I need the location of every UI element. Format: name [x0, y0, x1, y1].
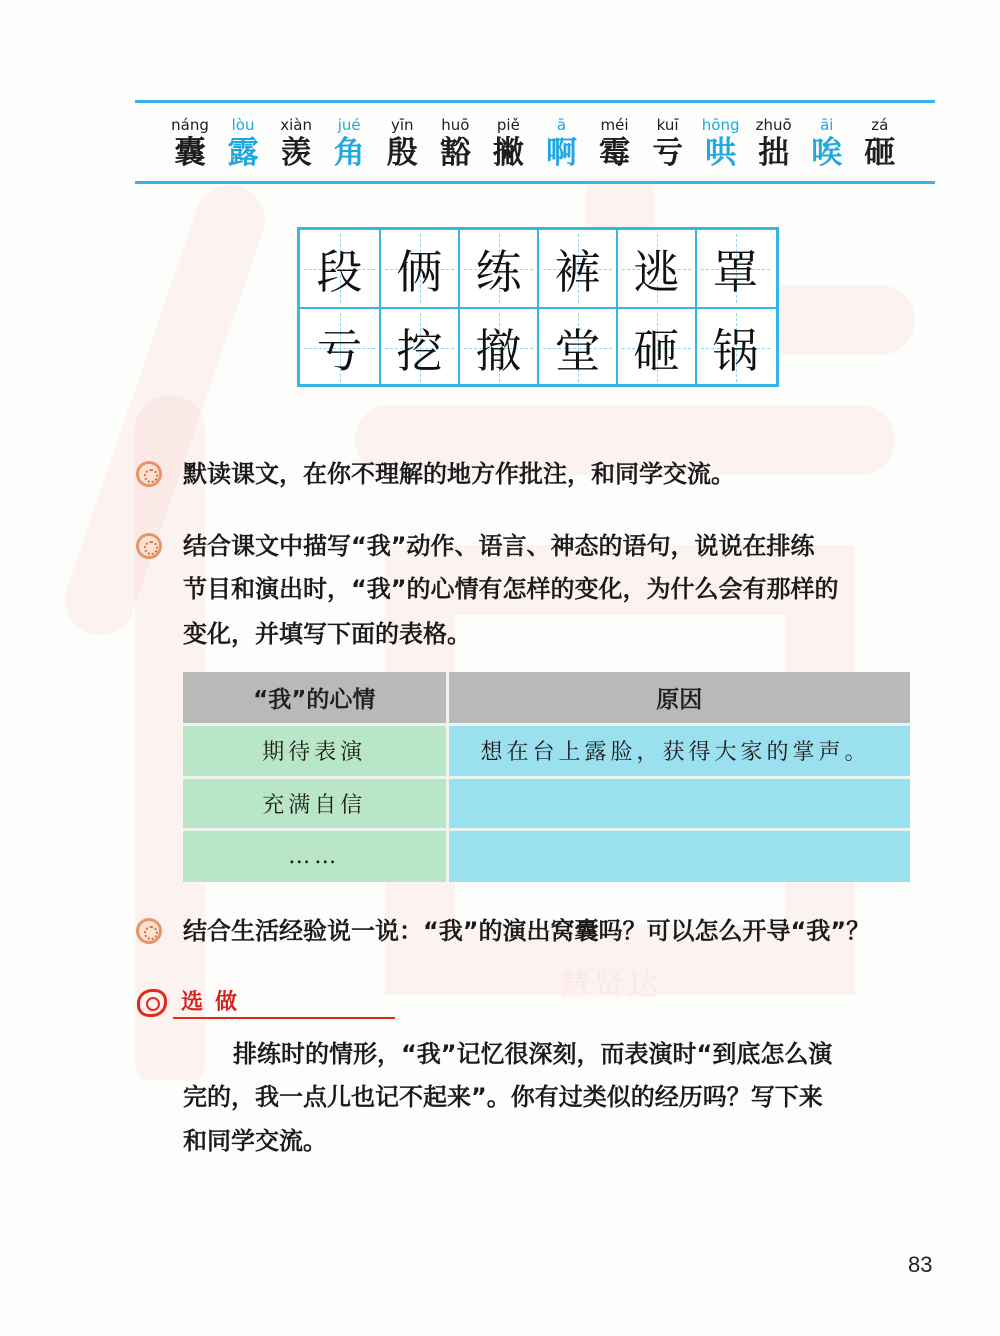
vocab-char: 豁	[439, 135, 471, 171]
bullet-icon	[136, 533, 162, 559]
vocab-char: 角	[333, 135, 365, 171]
vocab-item	[696, 115, 746, 175]
vocab-pinyin: zá	[871, 116, 889, 134]
table-header-mood: “我”的心情	[183, 672, 447, 725]
question-3: 结合生活经验说一说：“我”的演出窝囊吗？可以怎么开导“我”？	[183, 917, 871, 945]
table-header-row	[183, 672, 910, 725]
vocab-char: 殷	[386, 135, 418, 171]
vocab-pinyin: ā	[556, 116, 567, 134]
optional-text-line-1: 排练时的情形，“我”记忆很深刻，而表演时“到底怎么演	[233, 1040, 833, 1068]
grid-cell	[616, 230, 695, 307]
grid-char: 堂	[554, 323, 601, 378]
grid-char: 逃	[633, 244, 680, 299]
optional-underline	[173, 1017, 395, 1019]
vocab-char: 啊	[545, 135, 577, 171]
table-row	[183, 830, 910, 883]
table-row	[183, 777, 910, 830]
vocab-band	[135, 100, 935, 184]
optional-text-line-3: 和同学交流。	[183, 1127, 327, 1155]
watermark-text: 慧贤达	[560, 968, 662, 1003]
grid-char: 俩	[396, 244, 443, 299]
vocab-item	[855, 115, 905, 175]
vocab-pinyin: kuī	[656, 116, 679, 134]
vocab-pinyin: zhuō	[755, 116, 792, 134]
vocab-item	[590, 115, 640, 175]
mood-text: 期待表演	[262, 740, 367, 766]
vocab-char: 囊	[174, 135, 206, 171]
vocab-pinyin: yīn	[390, 116, 414, 134]
grid-char: 撤	[475, 323, 522, 378]
bullet-icon	[136, 461, 162, 487]
question-2-line-1: 结合课文中描写“我”动作、语言、神态的语句，说说在排练	[183, 532, 815, 560]
reason-text	[449, 791, 481, 816]
question-2-line-2: 节目和演出时，“我”的心情有怎样的变化，为什么会有那样的	[183, 575, 839, 603]
vocab-char: 哄	[705, 135, 737, 171]
table-cell-reason[interactable]	[447, 777, 910, 830]
grid-char: 挖	[396, 323, 443, 378]
grid-cell	[300, 230, 379, 307]
vocab-row	[165, 115, 905, 175]
vocab-item	[218, 115, 268, 175]
table-cell-mood	[183, 777, 447, 830]
grid-cell	[458, 230, 537, 307]
mood-text: 充满自信	[262, 792, 367, 818]
optional-section-heading	[137, 985, 257, 1023]
writing-grid	[297, 227, 779, 387]
vocab-item	[271, 115, 321, 175]
vocab-char: 唉	[811, 135, 843, 171]
grid-char: 锅	[712, 323, 759, 378]
grid-row	[300, 230, 776, 307]
table-cell-reason[interactable]	[447, 725, 910, 778]
vocab-item	[749, 115, 799, 175]
vocab-pinyin: hōng	[701, 116, 740, 134]
optional-text-line-2: 完的，我一点儿也记不起来”。你有过类似的经历吗？写下来	[183, 1083, 823, 1111]
grid-cell	[616, 309, 695, 386]
vocab-pinyin: náng	[171, 116, 209, 134]
table-cell-mood	[183, 830, 447, 883]
question-1: 默读课文，在你不理解的地方作批注，和同学交流。	[183, 460, 735, 488]
grid-cell	[458, 309, 537, 386]
reason-text: 想在台上露脸，获得大家的掌声。	[480, 740, 871, 766]
vocab-item	[536, 115, 586, 175]
vocab-char: 撇	[492, 135, 524, 171]
grid-cell	[695, 230, 774, 307]
vocab-item	[430, 115, 480, 175]
grid-char: 裤	[554, 244, 601, 299]
vocab-item	[377, 115, 427, 175]
vocab-pinyin: xiàn	[280, 116, 312, 134]
vocab-pinyin: huō	[441, 116, 470, 134]
page-number: 83	[908, 1252, 933, 1277]
table-cell-reason[interactable]	[447, 830, 910, 883]
reason-text	[449, 844, 481, 869]
table-cell-mood	[183, 725, 447, 778]
vocab-pinyin: piě	[496, 116, 520, 134]
grid-cell	[379, 309, 458, 386]
grid-cell	[379, 230, 458, 307]
vocab-char: 砸	[864, 135, 896, 171]
vocab-item	[324, 115, 374, 175]
grid-cell	[300, 309, 379, 386]
grid-cell	[695, 309, 774, 386]
mood-table	[183, 672, 910, 882]
grid-row	[300, 307, 776, 384]
vocab-item	[483, 115, 533, 175]
vocab-pinyin: jué	[337, 116, 361, 134]
vocab-pinyin: āi	[820, 116, 834, 134]
mood-text: ……	[288, 844, 341, 869]
grid-char: 罩	[712, 244, 759, 299]
vocab-pinyin: lòu	[231, 116, 255, 134]
vocab-item	[802, 115, 852, 175]
table-row	[183, 725, 910, 778]
vocab-item	[643, 115, 693, 175]
vocab-char: 亏	[652, 135, 684, 171]
grid-char: 段	[316, 244, 363, 299]
vocab-char: 霉	[599, 135, 630, 171]
grid-char: 砸	[633, 323, 680, 378]
bullet-icon	[136, 918, 162, 944]
vocab-char: 拙	[758, 135, 790, 171]
grid-cell	[537, 309, 616, 386]
question-2-line-3: 变化，并填写下面的表格。	[183, 620, 471, 648]
grid-char: 亏	[316, 323, 363, 378]
vocab-item	[165, 115, 215, 175]
grid-cell	[537, 230, 616, 307]
grid-char: 练	[475, 244, 522, 299]
vocab-char: 羡	[280, 135, 312, 171]
table-header-reason: 原因	[447, 672, 910, 725]
vocab-char: 露	[227, 135, 259, 171]
vocab-pinyin: méi	[600, 116, 629, 134]
optional-label: 选做	[181, 990, 250, 1015]
optional-icon	[137, 989, 167, 1017]
